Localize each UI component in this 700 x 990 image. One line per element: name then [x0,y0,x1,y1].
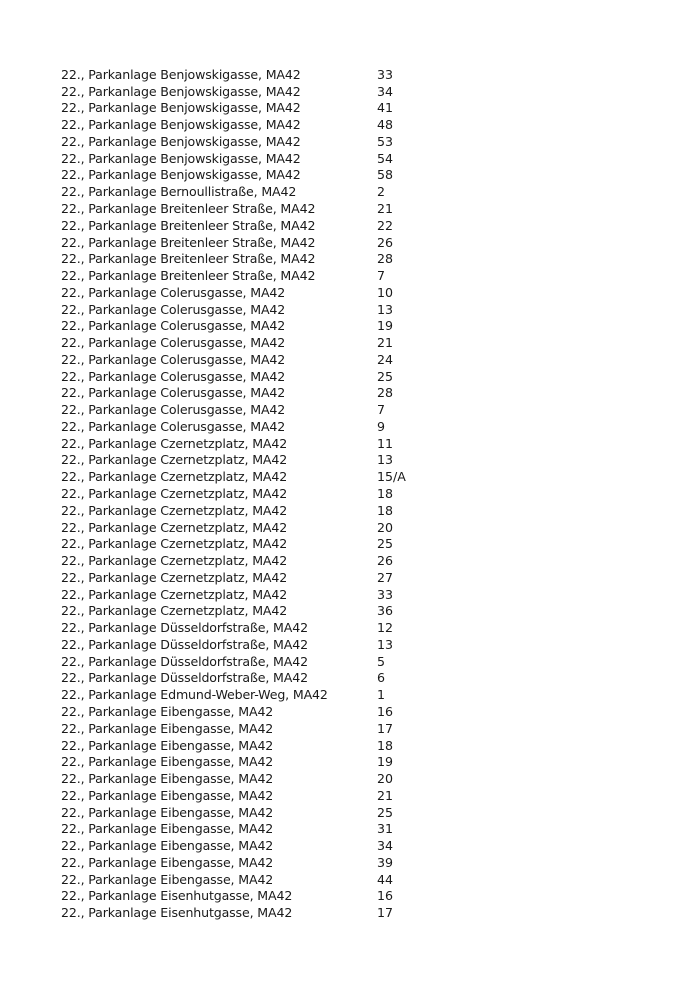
list-row [61,820,406,837]
list-row [61,569,406,586]
house-number: 41 [377,100,394,116]
house-number: 54 [377,150,394,166]
park-location: 22., Parkanlage Czernetzplatz, MA42 [61,536,288,552]
park-location: 22., Parkanlage Colerusgasse, MA42 [61,402,286,418]
list-row [61,837,406,854]
house-number: 11 [377,435,394,451]
list-row [61,670,406,687]
house-number: 26 [377,553,394,569]
park-location: 22., Parkanlage Eibengasse, MA42 [61,871,274,887]
house-number: 13 [377,452,394,468]
park-location: 22., Parkanlage Colerusgasse, MA42 [61,301,286,317]
house-number: 27 [377,569,394,585]
house-number: 13 [377,636,394,652]
list-row [61,368,406,385]
list-row [61,301,406,318]
house-number: 20 [377,771,394,787]
list-row [61,519,406,536]
house-number: 34 [377,838,394,854]
house-number: 18 [377,737,394,753]
park-location: 22., Parkanlage Czernetzplatz, MA42 [61,586,288,602]
list-row [61,636,406,653]
park-location: 22., Parkanlage Colerusgasse, MA42 [61,351,286,367]
list-row [61,317,406,334]
list-row [61,100,406,117]
house-number: 7 [377,268,386,284]
park-location: 22., Parkanlage Breitenleer Straße, MA42 [61,251,316,267]
list-row [61,200,406,217]
park-location: 22., Parkanlage Düsseldorfstraße, MA42 [61,636,308,652]
park-location: 22., Parkanlage Düsseldorfstraße, MA42 [61,620,308,636]
list-row [61,603,406,620]
park-location: 22., Parkanlage Colerusgasse, MA42 [61,368,286,384]
house-number: 28 [377,251,394,267]
house-number: 34 [377,83,394,99]
list-row [61,150,406,167]
list-row [61,217,406,234]
list-row [61,250,406,267]
house-number: 25 [377,368,394,384]
park-location: 22., Parkanlage Czernetzplatz, MA42 [61,502,288,518]
list-row [61,552,406,569]
house-number: 7 [377,402,386,418]
park-location: 22., Parkanlage Benjowskigasse, MA42 [61,100,301,116]
park-location: 22., Parkanlage Eibengasse, MA42 [61,787,274,803]
park-location: 22., Parkanlage Czernetzplatz, MA42 [61,519,288,535]
park-location: 22., Parkanlage Czernetzplatz, MA42 [61,569,288,585]
list-row [61,116,406,133]
list-row [61,888,406,905]
house-number: 13 [377,301,394,317]
house-number: 17 [377,905,394,921]
list-row [61,66,406,83]
list-row [61,468,406,485]
house-number: 31 [377,821,394,837]
park-location: 22., Parkanlage Czernetzplatz, MA42 [61,469,288,485]
park-location: 22., Parkanlage Eibengasse, MA42 [61,720,274,736]
list-row [61,183,406,200]
list-row [61,686,406,703]
park-location: 22., Parkanlage Breitenleer Straße, MA42 [61,201,316,216]
house-number: 21 [377,335,394,351]
list-row [61,485,406,502]
house-number: 26 [377,234,394,250]
list-row [61,284,406,301]
house-number: 18 [377,486,394,502]
house-number: 58 [377,167,394,183]
park-location: 22., Parkanlage Benjowskigasse, MA42 [61,83,301,99]
house-number: 12 [377,620,394,636]
list-row [61,854,406,871]
list-row [61,452,406,469]
list-row [61,167,406,184]
house-number: 25 [377,804,394,820]
house-number: 5 [377,653,386,669]
park-location: 22., Parkanlage Czernetzplatz, MA42 [61,452,288,468]
list-row [61,351,406,368]
list-row [61,133,406,150]
park-location: 22., Parkanlage Breitenleer Straße, MA42 [61,217,316,233]
list-row [61,770,406,787]
list-row [61,753,406,770]
park-location: 22., Parkanlage Düsseldorfstraße, MA42 [61,670,308,686]
house-number: 20 [377,519,394,535]
park-location: 22., Parkanlage Czernetzplatz, MA42 [61,435,288,451]
house-number: 48 [377,117,394,133]
park-location: 22., Parkanlage Benjowskigasse, MA42 [61,167,301,183]
house-number: 24 [377,351,394,367]
park-location: 22., Parkanlage Breitenleer Straße, MA42 [61,234,316,250]
park-location: 22., Parkanlage Benjowskigasse, MA42 [61,133,301,149]
house-number: 22 [377,217,394,233]
list-row [61,737,406,754]
park-location: 22., Parkanlage Edmund-Weber-Weg, MA42 [61,687,328,703]
house-number: 25 [377,536,394,552]
list-row [61,535,406,552]
park-location: 22., Parkanlage Czernetzplatz, MA42 [61,603,288,619]
house-number: 10 [377,284,394,300]
house-number: 33 [377,586,394,602]
list-row [61,401,406,418]
house-number: 18 [377,502,394,518]
list-row [61,267,406,284]
park-location: 22., Parkanlage Eibengasse, MA42 [61,838,274,854]
park-location: 22., Parkanlage Düsseldorfstraße, MA42 [61,653,308,669]
list-row [61,502,406,519]
house-number: 21 [377,201,394,216]
house-number: 19 [377,754,394,770]
park-location: 22., Parkanlage Eisenhutgasse, MA42 [61,888,293,904]
park-location: 22., Parkanlage Benjowskigasse, MA42 [61,117,301,133]
house-number: 2 [377,184,386,200]
park-location: 22., Parkanlage Colerusgasse, MA42 [61,318,286,334]
list-row [61,871,406,888]
house-number: 16 [377,703,394,719]
list-row [61,83,406,100]
park-location: 22., Parkanlage Eibengasse, MA42 [61,754,274,770]
house-number: 19 [377,318,394,334]
house-number: 28 [377,385,394,401]
park-location: 22., Parkanlage Eibengasse, MA42 [61,771,274,787]
park-location: 22., Parkanlage Benjowskigasse, MA42 [61,66,301,82]
park-location: 22., Parkanlage Colerusgasse, MA42 [61,385,286,401]
park-location: 22., Parkanlage Eibengasse, MA42 [61,737,274,753]
list-row [61,904,406,921]
house-number: 39 [377,854,394,870]
house-number: 15/A [377,469,406,485]
park-location: 22., Parkanlage Eisenhutgasse, MA42 [61,905,293,921]
park-location: 22., Parkanlage Colerusgasse, MA42 [61,335,286,351]
park-location: 22., Parkanlage Benjowskigasse, MA42 [61,150,301,166]
park-location: 22., Parkanlage Eibengasse, MA42 [61,703,274,719]
house-number: 33 [377,66,394,82]
park-location: 22., Parkanlage Eibengasse, MA42 [61,854,274,870]
house-number: 9 [377,418,386,434]
park-location: 22., Parkanlage Bernoullistraße, MA42 [61,184,297,200]
list-row [61,619,406,636]
house-number: 36 [377,603,394,619]
park-location: 22., Parkanlage Czernetzplatz, MA42 [61,553,288,569]
house-number: 6 [377,670,386,686]
park-location: 22., Parkanlage Czernetzplatz, MA42 [61,486,288,502]
park-location: 22., Parkanlage Colerusgasse, MA42 [61,284,286,300]
park-location: 22., Parkanlage Colerusgasse, MA42 [61,418,286,434]
list-row [61,435,406,452]
list-row [61,334,406,351]
list-row [61,586,406,603]
house-number: 17 [377,720,394,736]
list-row [61,720,406,737]
list-row [61,653,406,670]
list-row [61,787,406,804]
list-row [61,418,406,435]
house-number: 44 [377,871,394,887]
house-number: 21 [377,787,394,803]
park-location: 22., Parkanlage Breitenleer Straße, MA42 [61,268,316,284]
park-list [61,66,406,921]
house-number: 16 [377,888,394,904]
list-row [61,385,406,402]
list-row [61,804,406,821]
house-number: 1 [377,687,386,703]
list-row [61,234,406,251]
park-location: 22., Parkanlage Eibengasse, MA42 [61,804,274,820]
house-number: 53 [377,133,394,149]
park-location: 22., Parkanlage Eibengasse, MA42 [61,821,274,837]
list-row [61,703,406,720]
